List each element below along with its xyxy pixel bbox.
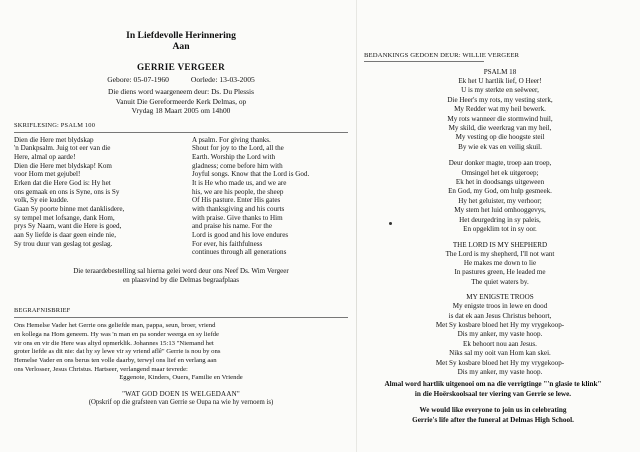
psalm-english <box>192 136 309 257</box>
eulogy-line: ons Verlosser, Jesus Christus. Hartseer, verlangend maar tevrede: <box>14 365 188 373</box>
eulogy-line: Ons Hemelse Vader het Gerrie ons geliefde man, pappa, seun, broer, vriend <box>14 322 216 330</box>
psalm-line: sy tempel met lofsange, dank Hom, <box>14 213 115 222</box>
verse-line: The Lord is my shepherd, I'll not want <box>445 249 555 258</box>
birth-date: Gebore: 05-07-1960 <box>107 75 169 84</box>
verse-line: My rots wanneer die stormwind huil, <box>447 114 553 123</box>
verse-line: is dat ek aan Jesus Christus behoort, <box>448 311 552 320</box>
reading-section <box>14 122 348 258</box>
invitation-line: We would like everyone to join us in celebrating <box>419 406 567 415</box>
right-page <box>364 52 628 377</box>
psalm-line: and praise his name. For the <box>192 222 272 231</box>
psalm-line: his, we are his people, the sheep <box>192 187 284 196</box>
psalm-line: with thanksgiving and his courts <box>192 205 285 214</box>
verse-line: My enigste troos in lewe en dood <box>452 302 548 311</box>
eulogy-signoff: Eggenote, Kinders, Ouers, Familie en Vriende <box>119 374 243 382</box>
burial-note <box>14 267 348 285</box>
psalm-line: Here, almal op aarde! <box>14 153 76 162</box>
psalm-line: Of His pasture. Enter His gates <box>192 196 281 205</box>
eulogy-section <box>14 307 348 407</box>
card-title-aan: Aan <box>172 41 190 52</box>
psalm-line: Shout for joy to the Lord, all the <box>192 144 284 153</box>
verse-line: My stem het luid omhooggevys, <box>454 206 546 215</box>
psalm-line: Dien die Here met blydskap! Kom <box>14 161 112 170</box>
epitaph-title: "WAT GOD DOEN IS WELGEDAAN" <box>122 390 240 399</box>
verse-line: Dis my anker, my vaste hoop. <box>457 367 543 376</box>
troos-verse <box>372 302 628 377</box>
verse-line: Omsingel het ek uitgeroep; <box>461 168 539 177</box>
eulogy-line: en kollega na Hom geneem. Hy was 'n man en pa sonder weerga en sy liefde <box>14 330 219 338</box>
psalm-18-verse-1 <box>372 77 628 152</box>
eulogy-line: groter liefde as dit nie: dat hy sy lewe vir sy vriend aflê" Gerrie is nou by ons <box>14 348 221 356</box>
verse-line: My Redder wat my heil bewerk. <box>454 105 546 114</box>
eulogy-body <box>14 322 348 383</box>
verse-line: Met Sy kosbare bloed het Hy my vrygekoop- <box>435 358 565 367</box>
verse-line: He makes me down to lie <box>463 258 537 267</box>
spacer <box>372 152 628 159</box>
eulogy-rule <box>14 317 348 318</box>
verse-line: Die Heer's my rots, my vesting sterk, <box>447 95 553 104</box>
psalm-line: Earth. Worship the Lord with <box>192 153 276 162</box>
psalm-line: 'n Dankpsalm. Juig tot eer van die <box>14 144 111 153</box>
invitation-line: Almal word hartlik uitgenooi om na die verrigtinge "'n glasie te klink" <box>384 380 602 388</box>
thanks-by-rule <box>364 61 484 62</box>
shepherd-title: THE LORD IS MY SHEPHERD <box>452 240 548 249</box>
spacer <box>352 399 634 406</box>
reading-rule <box>14 132 348 133</box>
psalm-line: volk, Sy eie kudde. <box>14 196 69 205</box>
psalm-afrikaans <box>14 136 124 249</box>
psalm-line: Erken dat die Here God is: Hy het <box>14 179 111 188</box>
psalm-line: ons gemaak en ons is Syne, ons is Sy <box>14 187 120 196</box>
epitaph-note: (Opskrif op die grafsteen van Gerrie se Oupa na wie hy vernoem is) <box>88 399 274 407</box>
deceased-name: GERRIE VERGEER <box>136 62 225 72</box>
life-dates <box>14 75 348 84</box>
service-line: Vrydag 18 Maart 2005 om 14h00 <box>131 106 231 116</box>
verse-line: My skild, die weerkrag van my heil, <box>448 124 552 133</box>
card-title: In Liefdevolle Herinnering <box>126 30 236 41</box>
left-page <box>14 30 348 407</box>
eulogy-heading: BEGRAFNISBRIEF <box>14 307 71 315</box>
verse-line: Niks sal my ooit van Hom kan skei. <box>449 349 551 358</box>
verse-line: In pastures green, He leaded me <box>454 268 546 277</box>
psalm-18-title: PSALM 18 <box>483 68 517 76</box>
thanks-by-heading: BEDANKINGS GEDOEN DEUR: WILLIE VERGEER <box>364 52 520 59</box>
verse-line: Het deurgedring in sy paleis, <box>459 215 541 224</box>
psalm-line: For ever, his faithfulness <box>192 239 263 248</box>
psalm-line: Lord is good and his love endures <box>192 231 289 239</box>
eulogy-line: vir ons en vir die Here was altyd opmerklik. Johannes 15:13 "Niemand het <box>14 339 214 347</box>
verse-line: U is my sterkte en seëweer, <box>461 86 539 95</box>
verse-line: Hy het geluister, my verhoor; <box>458 196 542 205</box>
verse-line: Met Sy kosbare bloed het Hy my vrygekoop- <box>435 320 565 329</box>
psalm-line: voor Hom met gejubel! <box>14 170 81 179</box>
troos-title: MY ENIGSTE TROOS <box>466 293 534 302</box>
psalm-line: aan Sy liefde is daar geen einde nie, <box>14 231 117 239</box>
psalm-line: A psalm. For giving thanks. <box>192 135 271 144</box>
invitation-line: Gerrie's life after the funeral at Delmas High School. <box>412 415 574 424</box>
verse-line: En opgeklim tot in sy oor. <box>463 225 537 234</box>
service-line: Vanuit Die Gereformeerde Kerk Delmas, op <box>115 96 247 106</box>
burial-line: Die teraardebestelling sal hierna gelei word deur ons Neef Ds. Wim Vergeer <box>73 266 289 275</box>
psalm-line: Dien die Here met blydskap <box>14 135 94 144</box>
verse-line: Dis my anker, my vaste hoop. <box>457 330 543 339</box>
psalm-line: Sy trou duur van geslag tot geslag. <box>14 239 113 248</box>
verse-line: Ek behoort nou aan Jesus. <box>463 339 537 348</box>
psalm-line: Gaan Sy poorte binne met danklisdere, <box>14 205 125 214</box>
psalm-18-verse-2 <box>372 159 628 234</box>
invitation <box>352 380 634 425</box>
burial-line: en plaasvind by die Delmas begraafplaas <box>122 275 240 284</box>
service-details <box>14 87 348 116</box>
verse-line: My vesting op die hoogste steil <box>455 133 545 142</box>
psalm-line: It is He who made us, and we are <box>192 179 287 188</box>
verse-line: Deur donker magte, troep aan troep, <box>448 159 552 168</box>
invitation-line: in die Hoërskoolsaal ter viering van Gerrie se lewe. <box>414 389 572 398</box>
verse-line: En God, my God, om hulp gesmeek. <box>448 187 552 196</box>
service-line: Die diens word waargeneem deur: Ds. Du Plessis <box>107 87 254 96</box>
reading-heading: SKRIFLESING: PSALM 100 <box>14 121 96 129</box>
psalm-100 <box>14 136 348 258</box>
psalm-line: gladness; come before him with <box>192 161 283 170</box>
verse-line: Ek het in doodsangs uitgeween <box>455 178 545 187</box>
death-date: Oorlede: 13-03-2005 <box>190 75 255 84</box>
psalm-line: Joyful songs. Know that the Lord is God. <box>192 170 310 179</box>
psalm-line: prys Sy Naam, want die Here is goed, <box>14 222 122 231</box>
eulogy-line: Hemelse Vader en ons berus ten volle daarby, terwyl ons lief en verlang aan <box>14 357 217 364</box>
verse-line: The quiet waters by. <box>471 277 529 286</box>
verse-line: Ek het U hartlik lief, O Heer! <box>458 77 542 85</box>
shepherd-verse <box>372 250 628 288</box>
psalm-line: continues through all generations <box>192 248 287 257</box>
psalm-line: with praise. Give thanks to Him <box>192 213 283 222</box>
verse-line: By wie ek vas en veilig skuil. <box>458 142 542 151</box>
